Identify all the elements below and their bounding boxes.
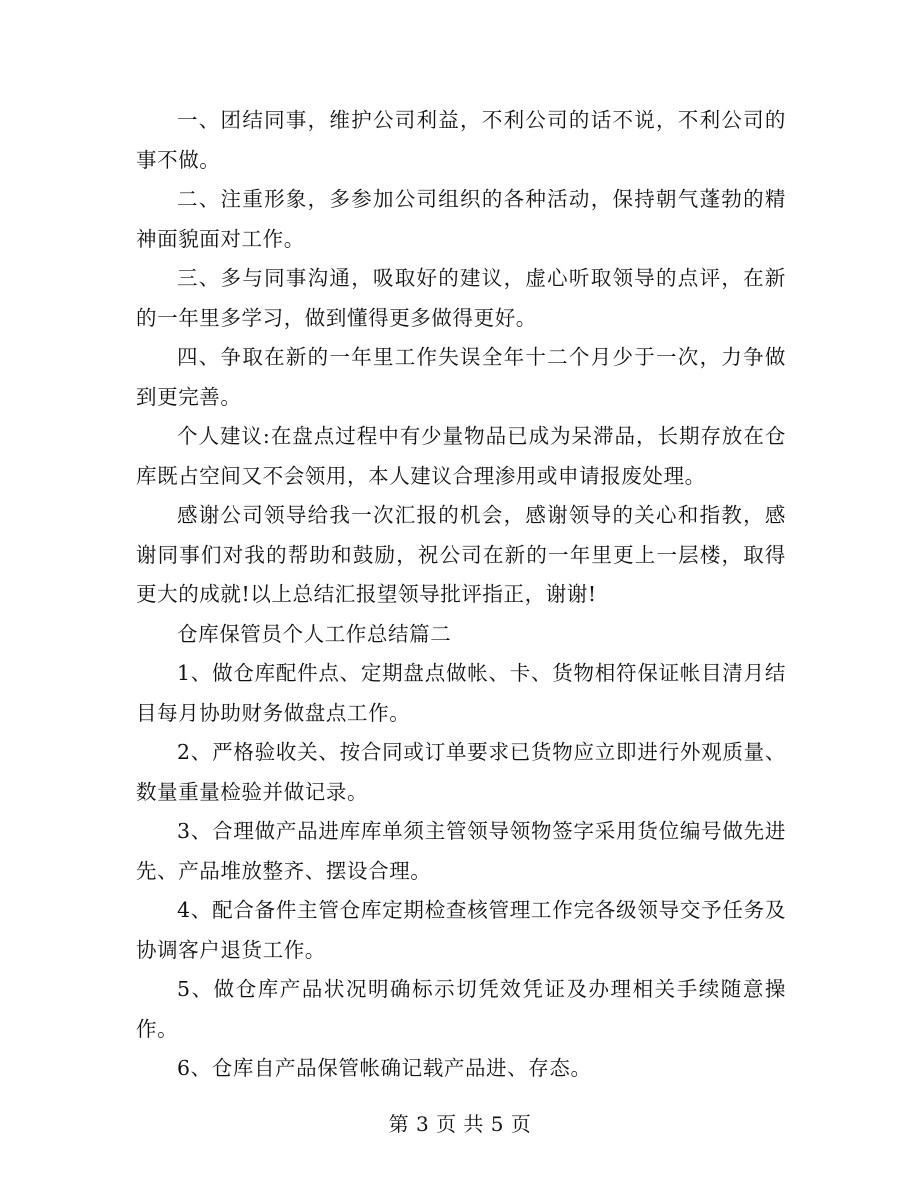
paragraph-6: 感谢公司领导给我一次汇报的机会，感谢领导的关心和指教，感谢同事们对我的帮助和鼓励，祝公司在新的一年里更上一层楼，取得更大的成就!以上总结汇报望领导批评指正，谢谢! — [136, 503, 786, 606]
page-footer: 第 3 页 共 5 页 — [388, 1112, 532, 1136]
paragraph-11: 5、做仓库产品状况明确标示切凭效凭证及办理相关手续随意操作。 — [136, 977, 786, 1041]
paragraph-10: 4、配合备件主管仓库定期检查核管理工作完各级领导交予任务及协调客户退货工作。 — [136, 898, 786, 962]
paragraph-9: 3、合理做产品进库库单须主管领导领物签字采用货位编号做先进先、产品堆放整齐、摆设合理。 — [136, 819, 786, 883]
paragraph-5: 个人建议:在盘点过程中有少量物品已成为呆滞品，长期存放在仓库既占空间又不会领用，本人建议合理渗用或申请报废处理。 — [136, 424, 786, 488]
paragraph-4: 四、争取在新的一年里工作失误全年十二个月少于一次，力争做到更完善。 — [136, 345, 786, 409]
paragraph-12: 6、仓库自产品保管帐确记载产品进、存态。 — [177, 1056, 592, 1080]
paragraph-7: 1、做仓库配件点、定期盘点做帐、卡、货物相符保证帐目清月结目每月协助财务做盘点工作。 — [136, 661, 786, 725]
paragraph-3: 三、多与同事沟通，吸取好的建议，虚心听取领导的点评，在新的一年里多学习，做到懂得更多做得更好。 — [136, 266, 786, 330]
paragraph-2: 二、注重形象，多参加公司组织的各种活动，保持朝气蓬勃的精神面貌面对工作。 — [136, 187, 786, 251]
paragraph-1: 一、团结同事，维护公司利益，不利公司的话不说，不利公司的事不做。 — [136, 108, 786, 172]
paragraph-8: 2、严格验收关、按合同或订单要求已货物应立即进行外观质量、数量重量检验并做记录。 — [136, 740, 786, 804]
document-body — [136, 101, 786, 1089]
section-heading: 仓库保管员个人工作总结篇二 — [177, 621, 452, 646]
